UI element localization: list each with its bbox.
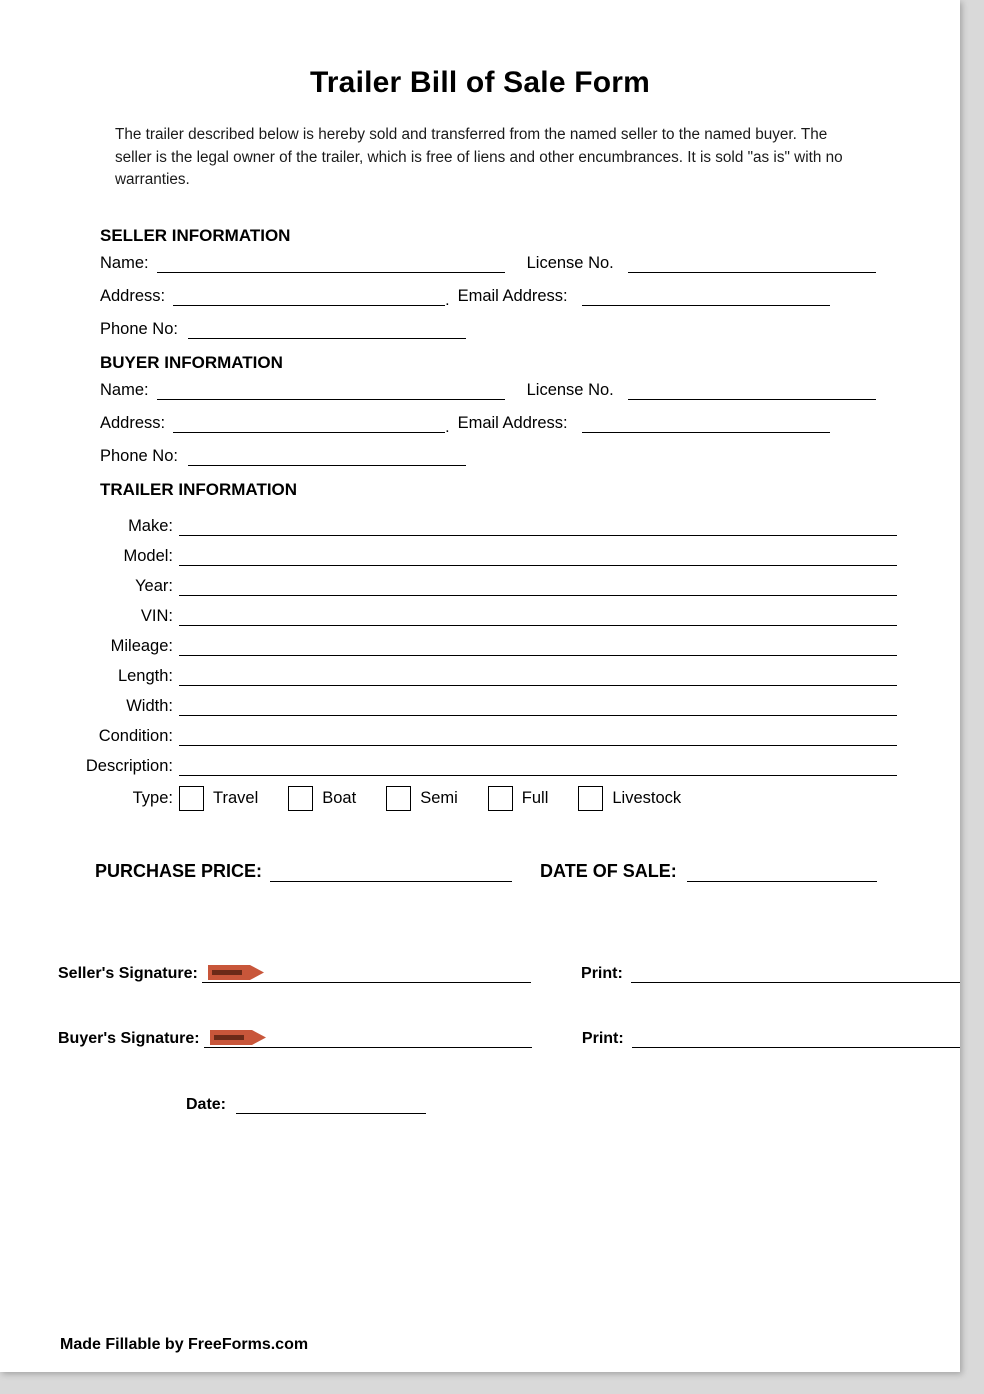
buyer-license-input[interactable] (628, 382, 876, 400)
date-of-sale-label: DATE OF SALE: (540, 860, 677, 881)
trailer-type-label: Type: (132, 788, 173, 807)
buyer-name-label: Name: (100, 380, 149, 399)
checkbox-boat[interactable] (288, 786, 313, 811)
trailer-vin-input[interactable] (179, 609, 897, 626)
seller-phone-input[interactable] (188, 321, 466, 339)
trailer-condition-input[interactable] (179, 729, 897, 746)
date-input[interactable] (236, 1096, 426, 1114)
trailer-vin-label: VIN: (140, 606, 173, 625)
trailer-condition-label: Condition: (98, 726, 173, 745)
trailer-year-label: Year: (135, 576, 173, 595)
signature-stamp-icon (210, 1030, 266, 1045)
checkbox-semi-label: Semi (420, 788, 458, 807)
buyer-phone-input[interactable] (188, 448, 466, 466)
buyer-signature-row (58, 1025, 960, 1048)
trailer-mileage-input[interactable] (179, 639, 897, 656)
trailer-model-input[interactable] (179, 549, 897, 566)
seller-name-input[interactable] (157, 255, 505, 273)
buyer-email-input[interactable] (582, 415, 830, 433)
date-of-sale-input[interactable] (687, 864, 877, 882)
buyer-license-label: License No. (526, 380, 614, 399)
seller-print-input[interactable] (631, 960, 960, 983)
purchase-price-label: PURCHASE PRICE: (95, 860, 263, 881)
seller-license-input[interactable] (628, 255, 876, 273)
checkbox-travel-label: Travel (213, 788, 259, 807)
checkbox-boat-label: Boat (322, 788, 357, 807)
checkbox-full-label: Full (521, 788, 549, 807)
buyer-print-input[interactable] (632, 1025, 960, 1048)
seller-address-label: Address: (100, 286, 166, 305)
trailer-length-label: Length: (117, 666, 173, 685)
purchase-price-input[interactable] (270, 864, 512, 882)
checkbox-travel[interactable] (179, 786, 204, 811)
trailer-description-input[interactable] (179, 759, 897, 776)
seller-phone-label: Phone No: (100, 319, 178, 338)
trailer-width-label: Width: (126, 696, 173, 715)
footer-credit: Made Fillable by FreeForms.com (60, 1336, 309, 1353)
trailer-model-label: Model: (123, 546, 173, 565)
trailer-make-label: Make: (128, 516, 173, 535)
seller-email-label: Email Address: (457, 286, 568, 305)
buyer-signature-input[interactable] (204, 1025, 532, 1048)
seller-license-label: License No. (526, 253, 614, 272)
buyer-phone-label: Phone No: (100, 446, 178, 465)
buyer-address-label: Address: (100, 413, 166, 432)
intro-paragraph: The trailer described below is hereby sold and transferred from the named seller to the named buyer. The seller is the legal owner of the trailer, which is free of liens and other encumbrances. It is sold "as is" with no warranties. (115, 126, 843, 189)
checkbox-livestock-label: Livestock (612, 788, 682, 807)
trailer-type-group (55, 786, 960, 811)
separator-dot: . (445, 418, 450, 436)
seller-email-input[interactable] (582, 288, 830, 306)
buyer-signature-label: Buyer's Signature: (58, 1029, 200, 1047)
trailer-section-heading: TRAILER INFORMATION (100, 479, 298, 499)
buyer-address-input[interactable] (173, 415, 445, 433)
trailer-fields (0, 506, 960, 776)
trailer-width-input[interactable] (179, 699, 897, 716)
seller-name-label: Name: (100, 253, 149, 272)
checkbox-full[interactable] (488, 786, 513, 811)
buyer-email-label: Email Address: (457, 413, 568, 432)
trailer-mileage-label: Mileage: (110, 636, 173, 655)
seller-address-input[interactable] (173, 288, 445, 306)
checkbox-livestock[interactable] (578, 786, 603, 811)
page-title: Trailer Bill of Sale Form (309, 66, 651, 99)
seller-signature-label: Seller's Signature: (58, 964, 198, 982)
buyer-section-heading: BUYER INFORMATION (100, 352, 283, 372)
date-label: Date: (186, 1095, 227, 1113)
buyer-print-label: Print: (581, 1029, 624, 1047)
separator-dot: . (445, 291, 450, 309)
checkbox-semi[interactable] (386, 786, 411, 811)
seller-section-heading: SELLER INFORMATION (100, 225, 291, 245)
sale-row (95, 861, 960, 882)
seller-signature-input[interactable] (202, 960, 531, 983)
trailer-year-input[interactable] (179, 579, 897, 596)
seller-signature-row (58, 960, 960, 983)
trailer-description-label: Description: (85, 756, 173, 775)
trailer-make-input[interactable] (179, 519, 897, 536)
date-row (186, 1096, 960, 1114)
signature-stamp-icon (208, 965, 264, 980)
buyer-name-input[interactable] (157, 382, 505, 400)
trailer-length-input[interactable] (179, 669, 897, 686)
seller-print-label: Print: (581, 964, 623, 982)
